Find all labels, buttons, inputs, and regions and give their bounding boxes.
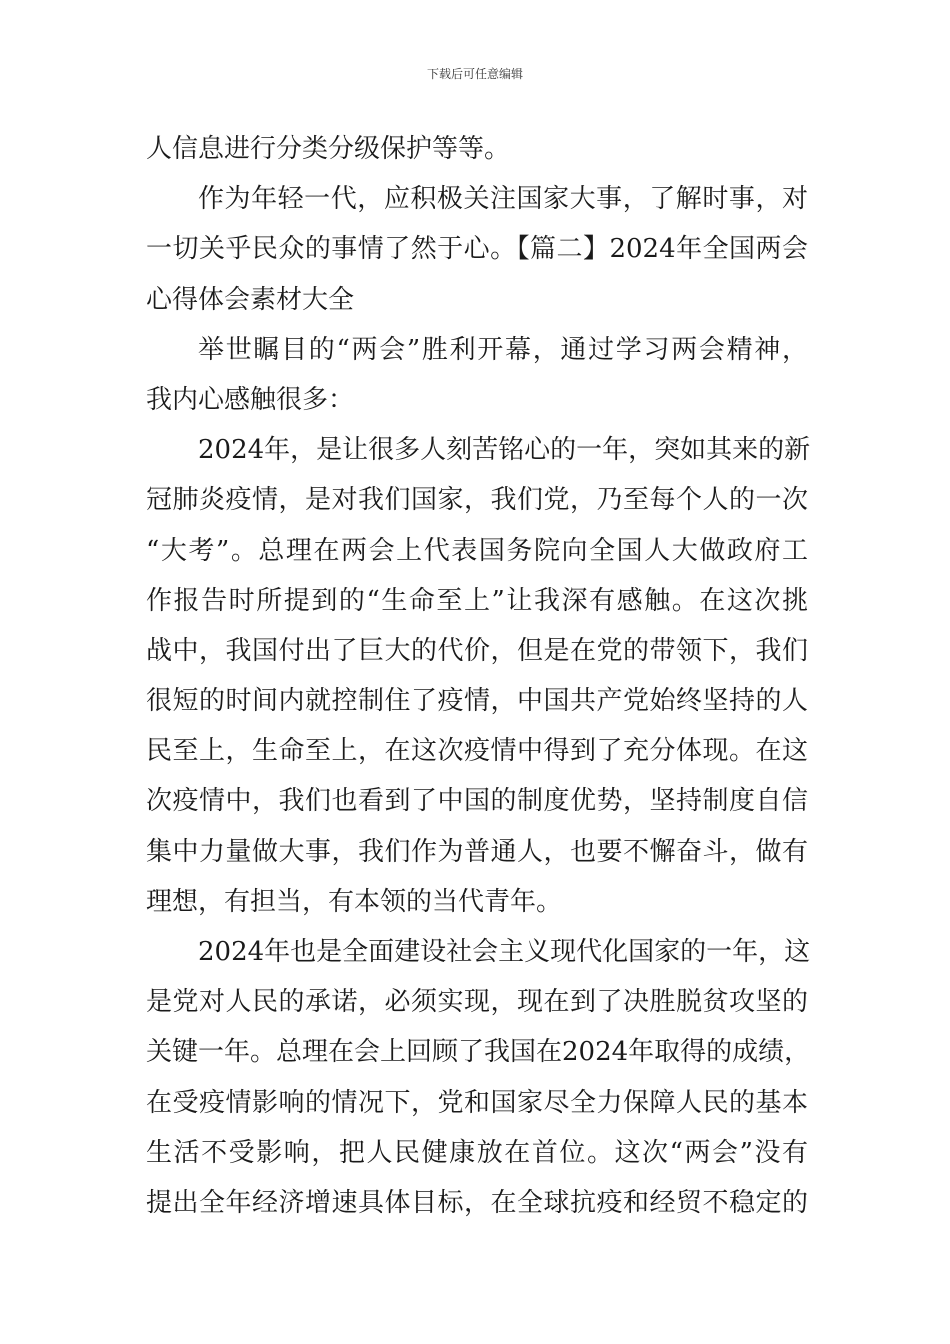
page-header: 下载后可任意编辑 — [426, 67, 523, 81]
text-line: 2024年，是让很多人刻苦铭心的一年，突如其来的新 — [198, 435, 811, 466]
text-line: 心得体会素材大全 — [146, 284, 355, 315]
text-line: 2024年也是全面建设社会主义现代化国家的一年，这 — [198, 937, 811, 967]
text-line: 我内心感触很多： — [146, 384, 355, 415]
text-line: 冠肺炎疫情，是对我们国家，我们党，乃至每个人的一次 — [146, 485, 808, 516]
text-line: 在受疫情影响的情况下，党和国家尽全力保障人民的基本 — [146, 1087, 808, 1118]
text-line: 民至上，生命至上，在这次疫情中得到了充分体现。在这 — [146, 736, 808, 767]
text-line: 次疫情中，我们也看到了中国的制度优势，坚持制度自信 — [146, 786, 808, 817]
text-line: 人信息进行分类分级保护等等。 — [146, 134, 511, 164]
text-line: 提出全年经济增速具体目标，在全球抗疫和经贸不稳定的 — [146, 1187, 808, 1218]
text-line: 作为年轻一代，应积极关注国家大事，了解时事，对 — [198, 184, 808, 215]
text-line: 生活不受影响，把人民健康放在首位。这次“两会”没有 — [146, 1137, 808, 1168]
text-line: 作报告时所提到的“生命至上”让我深有感触。在这次挑 — [146, 585, 808, 616]
text-line: 一切关乎民众的事情了然于心。【篇二】2024年全国两会 — [146, 234, 808, 265]
text-line: 理想，有担当，有本领的当代青年。 — [146, 886, 563, 917]
text-line: 战中，我国付出了巨大的代价，但是在党的带领下，我们 — [146, 635, 808, 666]
text-line: 关键一年。总理在会上回顾了我国在2024年取得的成绩， — [146, 1037, 811, 1068]
text-line: 集中力量做大事，我们作为普通人，也要不懈奋斗，做有 — [146, 836, 808, 867]
text-line: “大考”。总理在两会上代表国务院向全国人大做政府工 — [146, 535, 808, 566]
document-body — [146, 124, 811, 1228]
text-line: 是党对人民的承诺，必须实现，现在到了决胜脱贫攻坚的 — [146, 987, 808, 1018]
text-line: 很短的时间内就控制住了疫情，中国共产党始终坚持的人 — [146, 686, 808, 717]
text-line: 举世瞩目的“两会”胜利开幕，通过学习两会精神， — [198, 334, 808, 365]
